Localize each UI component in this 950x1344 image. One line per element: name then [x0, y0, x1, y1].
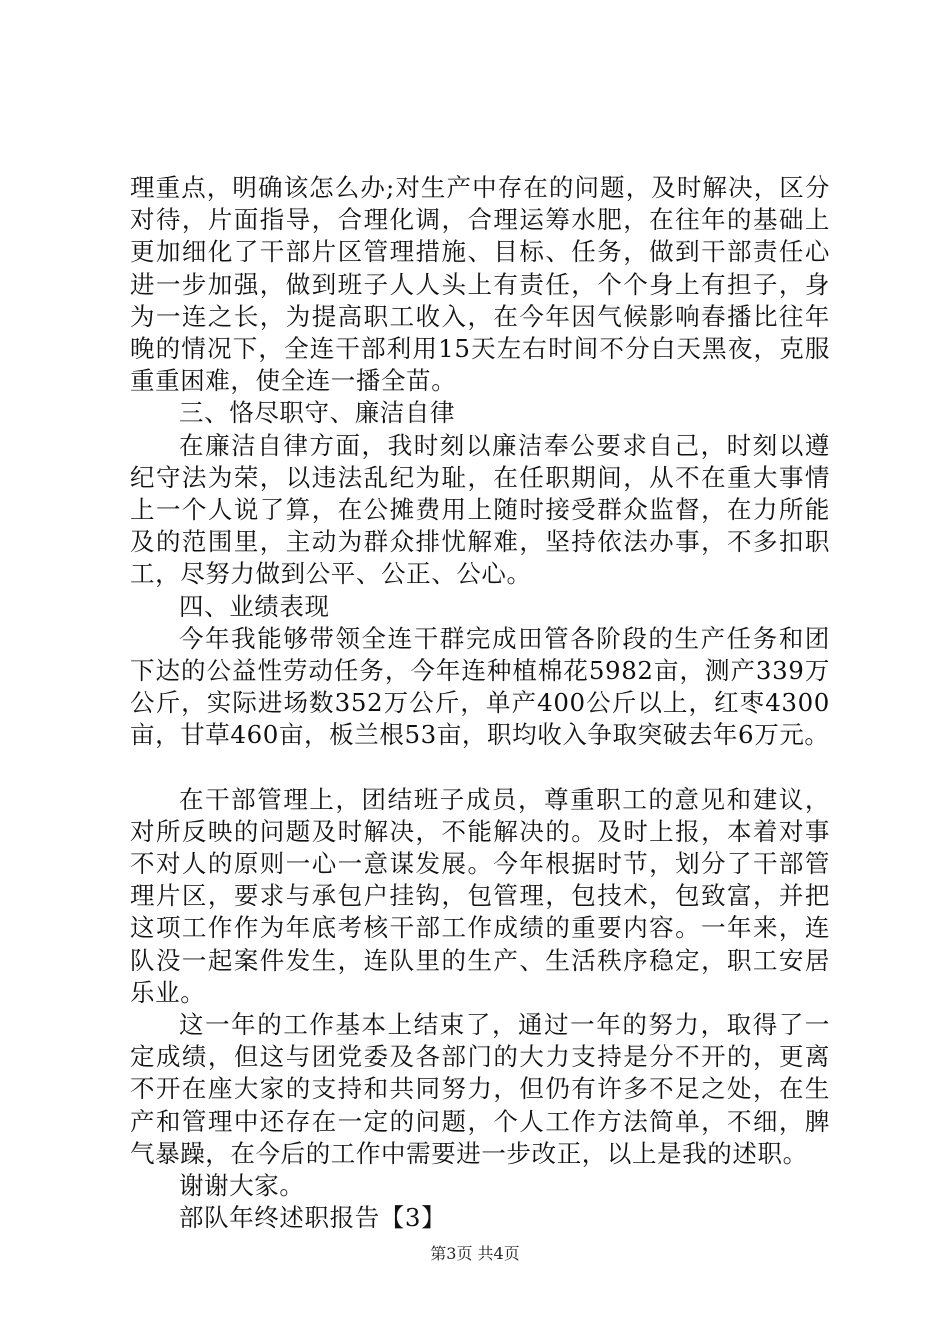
heading-report-three: 部队年终述职报告【3】 — [179, 1203, 447, 1233]
paragraph-cadre-management: 在干部管理上，团结班子成员，尊重职工的意见和建议，对所反映的问题及时解决，不能解决的。及时上报，本着对事不对人的原则一心一意谋发展。今年根据时节，划分了干部管理片区，要求与承包户挂钩，包管理，包技术，包致富，并把这项工作作为年底考核干部工作成绩的重要内容。一年来，连队没一起案件发生，连队里的生产、生活秩序稳定，职工安居乐业。 — [130, 784, 830, 1007]
paragraph-gap — [130, 752, 830, 784]
paragraph-thanks: 谢谢大家。 — [179, 1171, 305, 1201]
heading-section-three: 三、恪尽职守、廉洁自律 — [179, 398, 456, 428]
page-footer: 第3页 共4页 — [430, 1244, 520, 1263]
heading-section-four: 四、业绩表现 — [179, 591, 330, 621]
body-text — [130, 172, 830, 1235]
paragraph-production-management: 理重点，明确该怎么办;对生产中存在的问题，及时解决，区分对待，片面指导，合理化调，合理运筹水肥，在往年的基础上更加细化了干部片区管理措施、目标、任务，做到干部责任心进一步加强，做到班子人人头上有责任，个个身上有担子，身为一连之长，为提高职工收入，在今年因气候影响春播比往年晚的情况下，全连干部利用15天左右时间不分白天黑夜，克服重重困难，使全连一播全苗。 — [130, 173, 830, 396]
paragraph-summary: 这一年的工作基本上结束了，通过一年的努力，取得了一定成绩，但这与团党委及各部门的大力支持是分不开的，更离不开在座大家的支持和共同努力，但仍有许多不足之处，在生产和管理中还存在一定的问题，个人工作方法简单，不细，脾气暴躁，在今后的工作中需要进一步改正，以上是我的述职。 — [130, 1010, 830, 1168]
paragraph-integrity: 在廉洁自律方面，我时刻以廉洁奉公要求自己，时刻以遵纪守法为荣，以违法乱纪为耻，在任职期间，从不在重大事情上一个人说了算，在公摊费用上随时接受群众监督，在力所能及的范围里，主动为群众排忧解难，坚持依法办事，不多扣职工，尽努力做到公平、公正、公心。 — [130, 430, 830, 589]
paragraph-performance: 今年我能够带领全连干群完成田管各阶段的生产任务和团下达的公益性劳动任务，今年连种植棉花5982亩，测产339万公斤，实际进场数352万公斤，单产400公斤以上，红枣4300亩，甘草460亩，板兰根53亩，职均收入争取突破去年6万元。 — [130, 623, 830, 750]
